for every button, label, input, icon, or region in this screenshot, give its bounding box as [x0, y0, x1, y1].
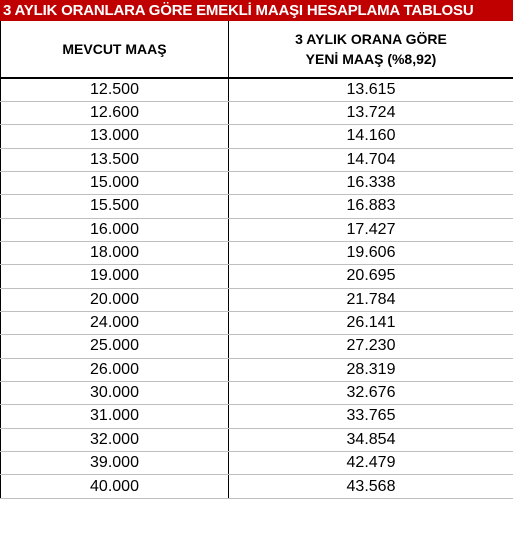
table-row [1, 265, 513, 288]
table-row [1, 241, 513, 264]
cell-current-salary: 19.000 [1, 265, 229, 288]
cell-new-salary: 14.160 [229, 125, 513, 148]
cell-new-salary: 32.676 [229, 381, 513, 404]
cell-new-salary: 13.724 [229, 101, 513, 124]
cell-new-salary: 17.427 [229, 218, 513, 241]
cell-new-salary: 34.854 [229, 428, 513, 451]
cell-new-salary: 20.695 [229, 265, 513, 288]
cell-current-salary: 12.500 [1, 78, 229, 101]
table-row [1, 288, 513, 311]
header-new-salary-line1: 3 AYLIK ORANA GÖRE [295, 31, 447, 47]
cell-current-salary: 15.500 [1, 195, 229, 218]
cell-current-salary: 24.000 [1, 311, 229, 334]
table-row [1, 171, 513, 194]
header-current-salary [1, 21, 229, 78]
cell-new-salary: 16.338 [229, 171, 513, 194]
cell-current-salary: 25.000 [1, 335, 229, 358]
table-row [1, 428, 513, 451]
cell-new-salary: 16.883 [229, 195, 513, 218]
cell-current-salary: 15.000 [1, 171, 229, 194]
header-new-salary [229, 21, 513, 78]
cell-new-salary: 33.765 [229, 405, 513, 428]
cell-current-salary: 40.000 [1, 475, 229, 498]
cell-current-salary: 13.000 [1, 125, 229, 148]
table-header-row [1, 21, 513, 78]
cell-new-salary: 27.230 [229, 335, 513, 358]
table-row [1, 475, 513, 498]
cell-current-salary: 18.000 [1, 241, 229, 264]
salary-table [0, 21, 513, 499]
table-row [1, 358, 513, 381]
table-row [1, 148, 513, 171]
table-row [1, 125, 513, 148]
cell-current-salary: 26.000 [1, 358, 229, 381]
cell-new-salary: 14.704 [229, 148, 513, 171]
cell-new-salary: 26.141 [229, 311, 513, 334]
table-row [1, 311, 513, 334]
cell-new-salary: 19.606 [229, 241, 513, 264]
cell-current-salary: 39.000 [1, 452, 229, 475]
cell-new-salary: 43.568 [229, 475, 513, 498]
cell-current-salary: 12.600 [1, 101, 229, 124]
table-row [1, 195, 513, 218]
table-row [1, 78, 513, 101]
cell-current-salary: 16.000 [1, 218, 229, 241]
table-row [1, 405, 513, 428]
cell-current-salary: 30.000 [1, 381, 229, 404]
header-current-salary-label: MEVCUT MAAŞ [62, 41, 167, 57]
table-title: 3 AYLIK ORANLARA GÖRE EMEKLİ MAAŞI HESAPLAMA TABLOSU [0, 0, 513, 21]
cell-new-salary: 28.319 [229, 358, 513, 381]
header-new-salary-line2: YENİ MAAŞ (%8,92) [305, 51, 437, 67]
cell-new-salary: 42.479 [229, 452, 513, 475]
table-row [1, 335, 513, 358]
cell-current-salary: 20.000 [1, 288, 229, 311]
cell-new-salary: 21.784 [229, 288, 513, 311]
table-row [1, 452, 513, 475]
table-row [1, 218, 513, 241]
table-row [1, 101, 513, 124]
cell-new-salary: 13.615 [229, 78, 513, 101]
cell-current-salary: 32.000 [1, 428, 229, 451]
table-row [1, 381, 513, 404]
cell-current-salary: 13.500 [1, 148, 229, 171]
cell-current-salary: 31.000 [1, 405, 229, 428]
